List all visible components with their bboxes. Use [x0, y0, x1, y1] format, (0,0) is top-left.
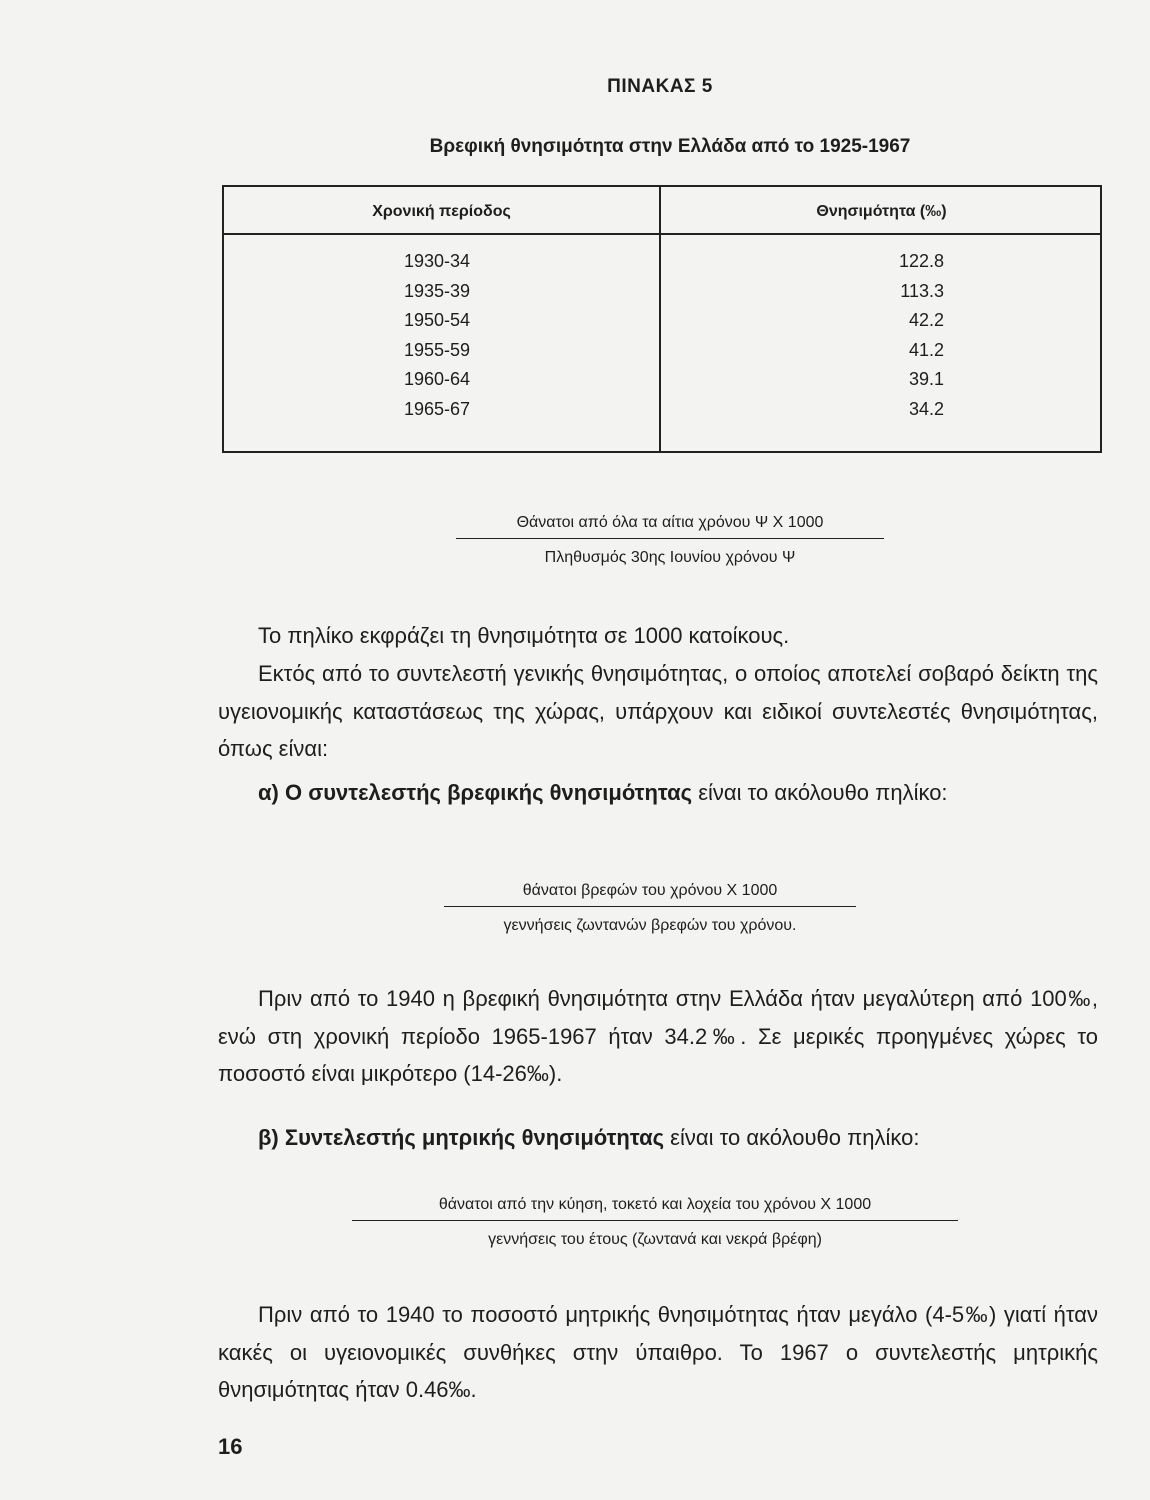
table-cell-period: 1950-54: [404, 310, 471, 330]
table-column-divider: [659, 187, 661, 451]
infant-mortality-formula: [430, 882, 870, 935]
paragraph-quotient-meaning: Το πηλίκο εκφράζει τη θνησιμότητα σε 1000 κατοίκους.: [258, 623, 790, 648]
table-header-divider: [224, 233, 1100, 235]
table-cell-period: 1955-59: [404, 339, 471, 360]
formula-denominator: γεννήσεις ζωντανών βρεφών του χρόνου.: [503, 917, 797, 934]
paragraph-maternal-rate-intro: [218, 1119, 1098, 1157]
maternal-mortality-formula: [330, 1196, 980, 1249]
maternal-rate-heading: β) Συντελεστής μητρικής θνησιμότητας: [258, 1125, 665, 1150]
paragraph-special-rates: Εκτός από το συντελεστή γενικής θνησιμότητας, ο οποίος αποτελεί σοβαρό δείκτη της υγειονομικής καταστάσεως της χώρας, υπάρχουν και ειδικοί συντελεστές θνησιμότητας, όπως είναι:: [218, 661, 1098, 761]
infant-mortality-table: [222, 185, 1102, 453]
table-cell-rate: 41.2: [908, 339, 944, 360]
table-header-period: Χρονική περίοδος: [372, 203, 511, 220]
period-column: [404, 247, 554, 424]
paragraph-infant-rate-history: Πριν από το 1940 η βρεφική θνησιμότητα στην Ελλάδα ήταν μεγαλύτερη από 100‰, ενώ στη χρονική περίοδο 1965-1967 ήταν 34.2‰. Σε μερικές προηγμένες χώρες το ποσοστό είναι μικρότερο (14-26‰).: [218, 986, 1098, 1086]
table-cell-rate: 113.3: [900, 280, 944, 301]
infant-rate-intro-text: είναι το ακόλουθο πηλίκο:: [698, 780, 948, 805]
table-cell-period: 1965-67: [404, 398, 471, 419]
paragraph-maternal-rate-history: Πριν από το 1940 το ποσοστό μητρικής θνησιμότητας ήταν μεγάλο (4-5‰) γιατί ήταν κακές οι υγειονομικές συνθήκες στην ύπαιθρο. Το 1967 ο συντελεστής μητρικής θνησιμότητας ήταν 0.46‰.: [218, 1302, 1098, 1402]
maternal-rate-intro-text: είναι το ακόλουθο πηλίκο:: [670, 1125, 920, 1150]
table-cell-period: 1930-34: [404, 251, 471, 271]
formula-denominator: γεννήσεις του έτους (ζωντανά και νεκρά βρέφη): [488, 1231, 822, 1248]
formula-numerator: θάνατοι βρεφών του χρόνου Χ 1000: [522, 882, 778, 899]
general-mortality-formula: [440, 514, 900, 567]
infant-rate-heading: α) Ο συντελεστής βρεφικής θνησιμότητας: [258, 780, 693, 805]
table-cell-rate: 39.1: [908, 369, 944, 389]
formula-numerator: θάνατοι από την κύηση, τοκετό και λοχεία του χρόνου Χ 1000: [438, 1196, 872, 1213]
page-number: 16: [218, 1434, 243, 1459]
table-cell-rate: 122.8: [898, 251, 944, 271]
table-cell-period: 1935-39: [404, 280, 471, 301]
table-cell-rate: 42.2: [908, 310, 944, 330]
table-cell-period: 1960-64: [404, 369, 471, 389]
table-cell-rate: 34.2: [908, 398, 944, 419]
table-header-rate: Θνησιμότητα (‰): [816, 203, 947, 220]
rate-column: [824, 247, 944, 424]
paragraph-infant-rate-intro: [218, 774, 1098, 812]
table-number: ΠΙΝΑΚΑΣ 5: [607, 76, 713, 97]
formula-numerator: Θάνατοι από όλα τα αίτια χρόνου Ψ Χ 1000: [516, 514, 824, 531]
formula-denominator: Πληθυσμός 30ης Ιουνίου χρόνου Ψ: [544, 549, 796, 566]
table-title: Βρεφική θνησιμότητα στην Ελλάδα από το 1925-1967: [429, 136, 911, 157]
